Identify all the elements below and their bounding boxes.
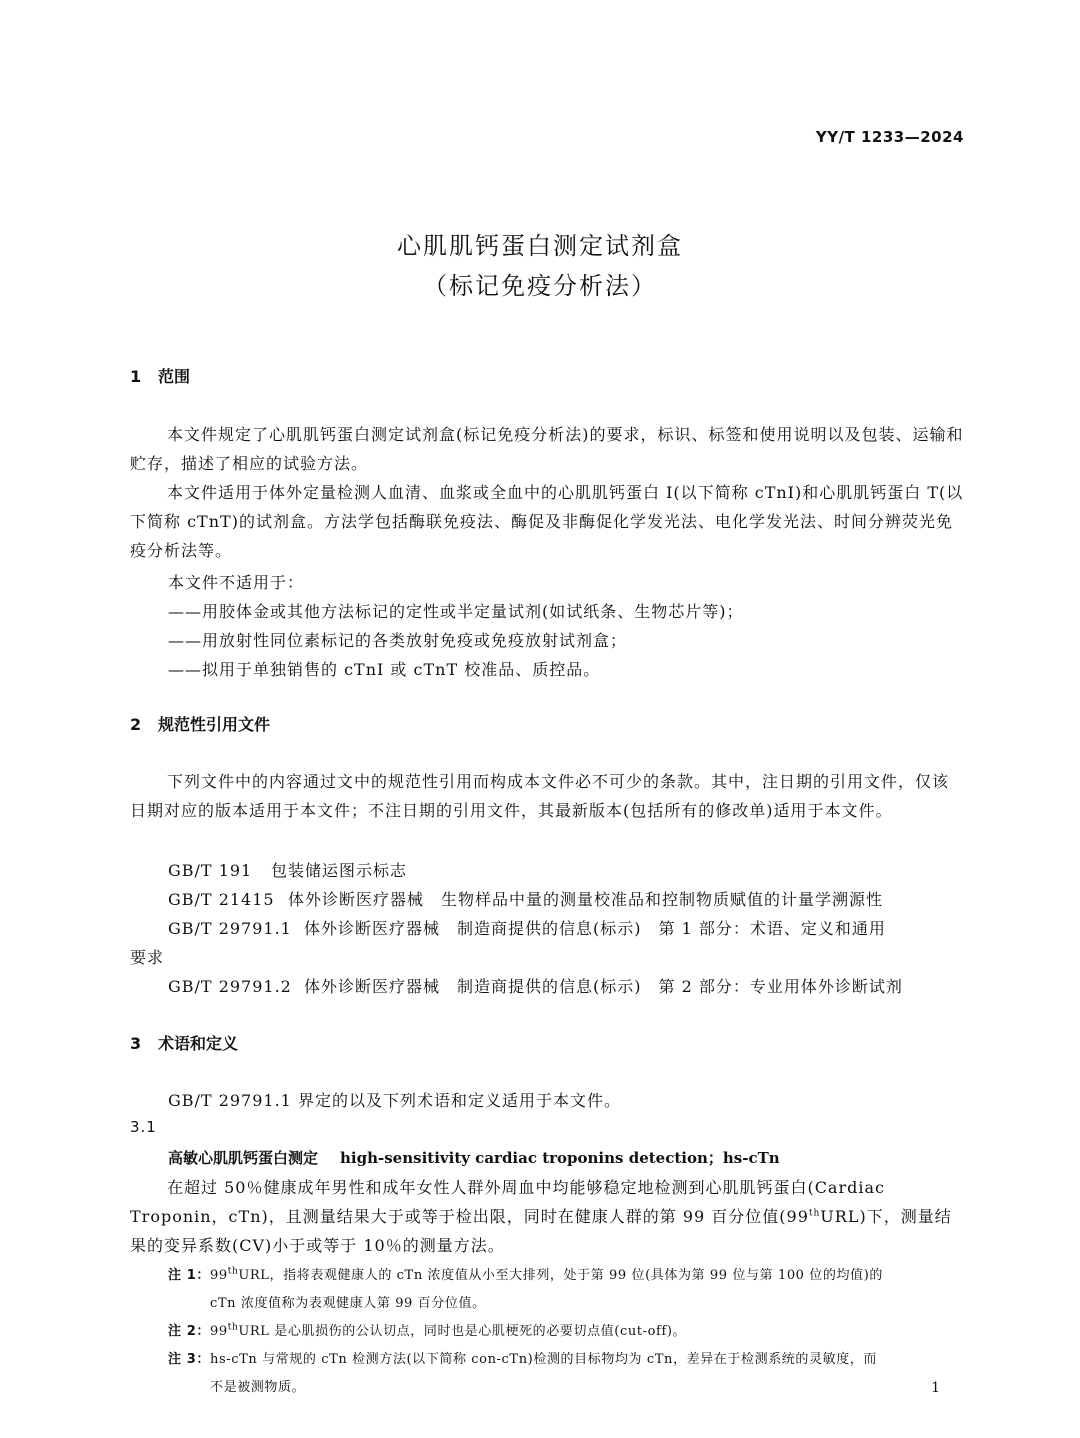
reference-code: GB/T 21415 [168, 890, 275, 909]
note-3 [168, 1346, 877, 1374]
section-number: 3 [130, 1034, 142, 1053]
reference-code: GB/T 29791.1 [168, 919, 292, 938]
reference-code: GB/T 29791.2 [168, 977, 292, 996]
term-definition [130, 1173, 965, 1260]
superscript: th [808, 1208, 821, 1219]
reference-item [168, 916, 886, 939]
superscript: th [227, 1322, 239, 1333]
reference-item [168, 974, 903, 997]
definition-text: URL)下，测量结果的变异系数(CV)小于或等于 10％的测量方法。 [130, 1207, 952, 1255]
reference-title: 体外诊断医疗器械 制造商提供的信息(标示) 第 1 部分：术语、定义和通用 [304, 919, 886, 938]
note-1-continuation: cTn 浓度值称为表观健康人第 99 百分位值。 [210, 1296, 486, 1311]
reference-continuation: 要求 [130, 948, 165, 967]
paragraph: 本文件不适用于： [168, 573, 305, 592]
note-label: 注 3： [168, 1352, 210, 1367]
note-text: 99 [209, 1324, 228, 1339]
paragraph: GB/T 29791.1 界定的以及下列术语和定义适用于本文件。 [168, 1091, 621, 1110]
reference-item [168, 887, 883, 910]
section-1-heading [130, 364, 190, 387]
term-chinese: 高敏心肌肌钙蛋白测定 [168, 1149, 319, 1167]
note-text: 99 [209, 1268, 228, 1283]
section-title: 范围 [158, 367, 191, 386]
definition-text: 在超过 50％健康成年男性和成年女性人群外周血中均能够稳定地检测到心肌肌钙蛋白(Cardiac Troponin，cTn)，且测量结果大于或等于检出限，同时在健康人群的第 99 百分位值(99 [130, 1178, 885, 1226]
note-2 [168, 1318, 686, 1346]
note-1 [168, 1262, 883, 1290]
note-3-continuation: 不是被测物质。 [210, 1380, 306, 1395]
list-item: ——拟用于单独销售的 cTnI 或 cTnT 校准品、质控品。 [168, 660, 601, 679]
paragraph: 本文件适用于体外定量检测人血清、血浆或全血中的心肌肌钙蛋白 I(以下简称 cTnI)和心肌肌钙蛋白 T(以下简称 cTnT)的试剂盒。方法学包括酶联免疫法、酶促及非酶促化学发光法、电化学发光法、时间分辨荧光免疫分析法等。 [130, 483, 964, 560]
section-number: 1 [130, 367, 142, 386]
paragraph: 本文件规定了心肌肌钙蛋白测定试剂盒(标记免疫分析法)的要求，标识、标签和使用说明以及包装、运输和贮存，描述了相应的试验方法。 [130, 425, 964, 473]
reference-title: 体外诊断医疗器械 制造商提供的信息(标示) 第 2 部分：专业用体外诊断试剂 [304, 977, 903, 996]
section-number: 2 [130, 715, 142, 734]
section-title: 术语和定义 [158, 1034, 239, 1053]
reference-code: GB/T 191 [168, 861, 253, 880]
document-title: 心肌肌钙蛋白测定试剂盒 [397, 232, 683, 260]
reference-title: 体外诊断医疗器械 生物样品中量的测量校准品和控制物质赋值的计量学溯源性 [288, 890, 884, 909]
note-text: hs-cTn 与常规的 cTn 检测方法(以下简称 con-cTn)检测的目标物均为 cTn，差异在于检测系统的灵敏度，而 [209, 1352, 877, 1367]
section-2-heading [130, 712, 270, 735]
superscript: th [227, 1266, 239, 1277]
section-title: 规范性引用文件 [158, 715, 271, 734]
reference-title: 包装储运图示标志 [271, 861, 408, 880]
document-subtitle: （标记免疫分析法） [423, 272, 657, 300]
page-number: 1 [931, 1380, 940, 1396]
reference-item [168, 858, 407, 881]
list-item: ——用放射性同位素标记的各类放射免疫或免疫放射试剂盒； [168, 631, 628, 650]
term-english: high-sensitivity cardiac troponins detection；hs-cTn [340, 1149, 780, 1167]
paragraph: 下列文件中的内容通过文中的规范性引用而构成本文件必不可少的条款。其中，注日期的引用文件，仅该日期对应的版本适用于本文件；不注日期的引用文件，其最新版本(包括所有的修改单)适用于本文件。 [130, 772, 950, 820]
standard-number: YY/T 1233—2024 [815, 128, 964, 146]
clause-number: 3.1 [130, 1118, 157, 1136]
note-label: 注 1： [168, 1268, 210, 1283]
term-heading [168, 1147, 780, 1168]
note-text: URL 是心肌损伤的公认切点，同时也是心肌梗死的必要切点值(cut-off)。 [238, 1324, 687, 1339]
note-text: URL，指将表观健康人的 cTn 浓度值从小至大排列，处于第 99 位(具体为第 99 位与第 100 位的均值)的 [238, 1268, 883, 1283]
section-3-heading [130, 1031, 238, 1054]
list-item: ——用胶体金或其他方法标记的定性或半定量试剂(如试纸条、生物芯片等)； [168, 602, 744, 621]
note-label: 注 2： [168, 1324, 210, 1339]
